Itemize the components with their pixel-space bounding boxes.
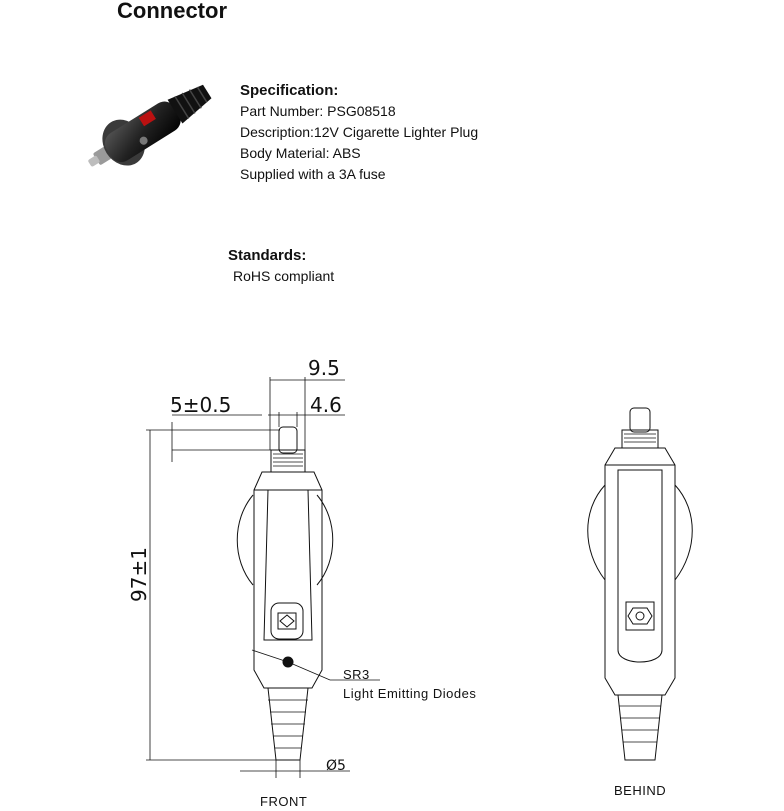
dim-tip-length: 5±0.5 xyxy=(170,393,232,417)
dim-length: 97±1 xyxy=(127,547,151,602)
standards-heading: Standards: xyxy=(228,247,307,264)
standards-block xyxy=(228,246,334,286)
product-photo xyxy=(70,62,230,197)
front-view xyxy=(146,377,380,778)
specification-block xyxy=(240,80,478,185)
label-behind: BEHIND xyxy=(614,783,667,798)
dim-width: 9.5 xyxy=(308,356,340,380)
label-front: FRONT xyxy=(260,794,308,809)
dim-tip: 4.6 xyxy=(310,393,342,417)
body-material: Body Material: ABS xyxy=(240,145,361,161)
callout-led: Light Emitting Diodes xyxy=(343,686,477,701)
callout-sr3: SR3 xyxy=(343,667,370,682)
technical-drawing xyxy=(0,340,784,811)
fuse-note: Supplied with a 3A fuse xyxy=(240,166,386,182)
dim-cable: Ø5 xyxy=(326,758,346,774)
page-title: Connector xyxy=(117,0,227,23)
part-number: Part Number: PSG08518 xyxy=(240,103,396,119)
description: Description:12V Cigarette Lighter Plug xyxy=(240,124,479,140)
specification-heading: Specification: xyxy=(240,82,339,99)
behind-view xyxy=(588,408,693,760)
rohs-compliance: RoHS compliant xyxy=(233,268,335,284)
